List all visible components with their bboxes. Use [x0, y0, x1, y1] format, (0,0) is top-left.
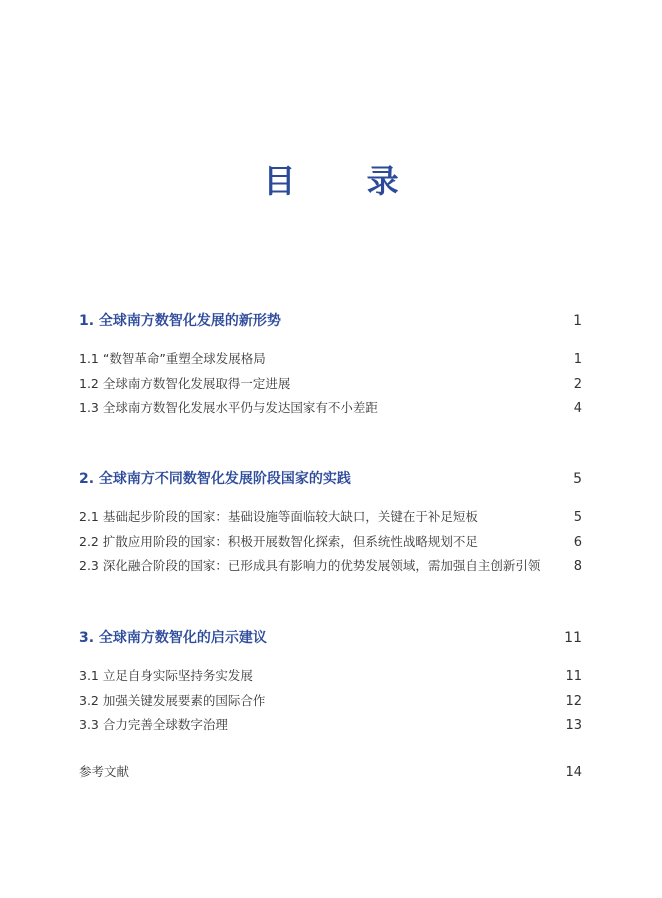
- toc-entry-label: 3.2 加强关键发展要素的国际合作: [79, 692, 266, 708]
- toc-entry[interactable]: [79, 666, 582, 691]
- toc-entry[interactable]: [79, 374, 582, 399]
- toc-section-heading[interactable]: [79, 310, 582, 332]
- toc-entry[interactable]: [79, 507, 582, 532]
- toc-section-3: [79, 627, 582, 740]
- toc-section-2: [79, 468, 582, 581]
- page-title: 目 录: [263, 162, 429, 200]
- toc-entry-label: 2.3 深化融合阶段的国家：已形成具有影响力的优势发展领域，需加强自主创新引领: [79, 558, 541, 573]
- section-heading-label: 3. 全球南方数智化的启示建议: [79, 630, 267, 646]
- toc-entry-page: 6: [573, 534, 582, 550]
- toc-entry-page: 2: [573, 376, 582, 392]
- toc-entry[interactable]: [79, 532, 582, 557]
- toc-entry[interactable]: [79, 556, 582, 581]
- toc-entry[interactable]: [79, 398, 582, 423]
- toc-entry-label: 1.3 全球南方数智化发展水平仍与发达国家有不小差距: [79, 400, 378, 415]
- toc-entry-page: 1: [573, 352, 582, 367]
- toc-entry-page: 13: [565, 718, 582, 733]
- toc-entry-page: 4: [573, 401, 582, 416]
- toc-section-1: [79, 310, 582, 423]
- section-heading-label: 2. 全球南方不同数智化发展阶段国家的实践: [79, 471, 351, 487]
- section-heading-page: 11: [564, 630, 582, 646]
- toc-entry-label: 1.1 “数智革命”重塑全球发展格局: [79, 351, 266, 366]
- toc-entry-references[interactable]: [79, 762, 582, 787]
- toc-entry-page: 5: [573, 510, 582, 525]
- section-heading-page: 5: [573, 471, 582, 487]
- toc-entry-label: 1.2 全球南方数智化发展取得一定进展: [79, 375, 291, 391]
- toc-entry-page: 8: [573, 559, 582, 574]
- toc-references: [79, 762, 582, 787]
- toc-entry-page: 12: [565, 693, 582, 709]
- toc-entry-label: 2.1 基础起步阶段的国家：基础设施等面临较大缺口，关键在于补足短板: [79, 509, 478, 524]
- toc-section-heading[interactable]: [79, 627, 582, 649]
- section-heading-page: 1: [573, 313, 582, 329]
- toc-section-heading[interactable]: [79, 468, 582, 490]
- section-heading-label: 1. 全球南方数智化发展的新形势: [79, 313, 281, 329]
- toc-entry-label: 3.3 合力完善全球数字治理: [79, 717, 228, 732]
- toc-entry-label: 2.2 扩散应用阶段的国家：积极开展数智化探索，但系统性战略规划不足: [79, 533, 478, 549]
- toc-entry-label: 3.1 立足自身实际坚持务实发展: [79, 668, 253, 683]
- toc-entry[interactable]: [79, 349, 582, 374]
- references-page: 14: [565, 765, 582, 780]
- toc-entry[interactable]: [79, 691, 582, 716]
- references-label: 参考文献: [79, 764, 130, 779]
- toc-entry-page: 11: [565, 669, 582, 684]
- toc-entry[interactable]: [79, 715, 582, 740]
